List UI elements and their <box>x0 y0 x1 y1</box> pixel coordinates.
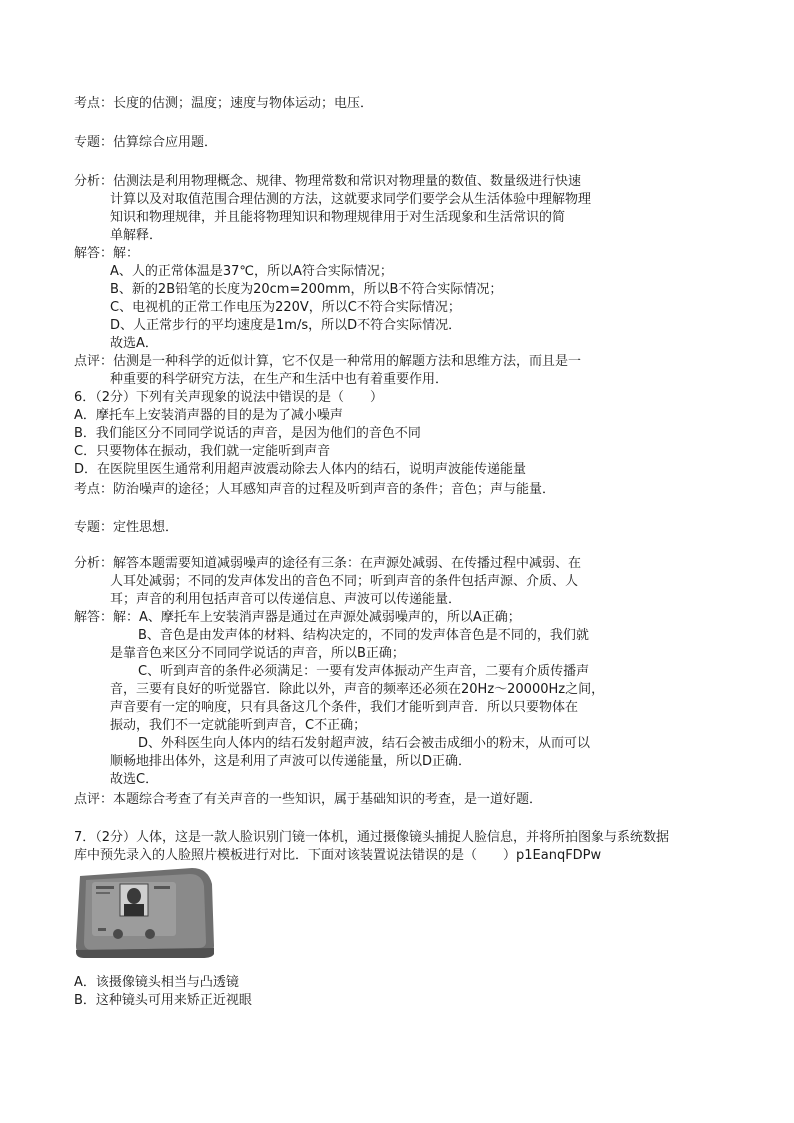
q5-fenxi-line: 知识和物理规律，并且能将物理知识和物理规律用于对生活现象和生活常识的简 <box>110 210 566 225</box>
q6-fenxi-line: 人耳处减弱；不同的发声体发出的音色不同；听到声音的条件包括声源、介质、人 <box>110 574 579 589</box>
q5-zhuanti: 专题：估算综合应用题． <box>74 135 218 150</box>
q6-jieda-line: D、外科医生向人体内的结石发射超声波，结石会被击成细小的粉末，从而可以 <box>138 736 591 751</box>
q6-jieda-line: 声音要有一定的响度，只有具备这几个条件，我们才能听到声音．所以只要物体在 <box>110 700 579 715</box>
q5-dianping-line: 种重要的科学研究方法，在生产和生活中也有着重要作用． <box>110 372 449 387</box>
q5-jieda-line: C、电视机的正常工作电压为220V，所以C不符合实际情况； <box>110 300 461 315</box>
q6-jieda-line: 是靠音色来区分不同同学说话的声音，所以B正确； <box>110 646 405 661</box>
q6-dianping: 点评：本题综合考查了有关声音的一些知识，属于基础知识的考查，是一道好题． <box>74 792 543 807</box>
q7-option-a: A．该摄像镜头相当与凸透镜 <box>74 975 239 990</box>
q5-jieda-line: 故选A． <box>110 336 158 351</box>
q6-zhuanti: 专题：定性思想． <box>74 520 179 535</box>
q6-stem: 6．（2分）下列有关声现象的说法中错误的是（ ） <box>74 390 384 405</box>
q5-jieda-line: D、人正常步行的平均速度是1m/s，所以D不符合实际情况． <box>110 318 462 333</box>
q5-fenxi-line: 分析：估测法是利用物理概念、规律、物理常数和常识对物理量的数值、数量级进行快速 <box>74 174 582 189</box>
q6-fenxi-line: 耳；声音的利用包括声音可以传递信息、声波可以传递能量． <box>110 592 462 607</box>
q6-jieda-line: 振动，我们不一定就能听到声音，C不正确； <box>110 718 367 733</box>
q6-jieda-line: 顺畅地排出体外，这是利用了声波可以传递能量，所以D正确． <box>110 754 472 769</box>
q5-kaodian: 考点：长度的估测；温度；速度与物体运动；电压． <box>74 96 374 111</box>
q6-jieda-line: 故选C． <box>110 772 159 787</box>
face-recognition-device-image <box>74 866 214 958</box>
q6-option-a: A．摩托车上安装消声器的目的是为了减小噪声 <box>74 408 343 423</box>
q6-jieda-line: 解答：解：A、摩托车上安装消声器是通过在声源处减弱噪声的，所以A正确； <box>74 610 521 625</box>
q5-dianping-line: 点评：估测是一种科学的近似计算，它不仅是一种常用的解题方法和思维方法，而且是一 <box>74 354 582 369</box>
q5-jieda-line: A、人的正常体温是37℃，所以A符合实际情况； <box>110 264 393 279</box>
q6-jieda-line: B、音色是由发声体的材料、结构决定的，不同的发声体音色是不同的，我们就 <box>138 628 589 643</box>
q6-kaodian: 考点：防治噪声的途径；人耳感知声音的过程及听到声音的条件；音色；声与能量． <box>74 482 556 497</box>
q6-jieda-line: 音，三要有良好的听觉器官．除此以外，声音的频率还必须在20Hz～20000Hz之间， <box>110 682 605 697</box>
q5-fenxi-line: 计算以及对取值范围合理估测的方法，这就要求同学们要学会从生活体验中理解物理 <box>110 192 592 207</box>
q6-fenxi-line: 分析：解答本题需要知道减弱噪声的途径有三条：在声源处减弱、在传播过程中减弱、在 <box>74 556 582 571</box>
q6-option-c: C．只要物体在振动，我们就一定能听到声音 <box>74 444 331 459</box>
q7-stem-line: 7．（2分）人体，这是一款人脸识别门镜一体机，通过摄像镜头捕捉人脸信息，并将所拍图象与系统数据 <box>74 830 670 845</box>
q6-jieda-line: C、听到声音的条件必须满足：一要有发声体振动产生声音，二要有介质传播声 <box>138 664 590 679</box>
q5-jieda-head: 解答：解： <box>74 246 140 261</box>
q7-option-b: B．这种镜头可用来矫正近视眼 <box>74 993 252 1008</box>
q5-jieda-line: B、新的2B铅笔的长度为20cm=200mm，所以B不符合实际情况； <box>110 282 503 297</box>
q5-fenxi-line: 单解释． <box>110 228 163 243</box>
q6-option-b: B．我们能区分不同同学说话的声音，是因为他们的音色不同 <box>74 426 421 441</box>
q7-stem-line: 库中预先录入的人脸照片模板进行对比．下面对该装置说法错误的是（ ）p1EanqFDPw <box>74 848 602 863</box>
q6-option-d: D．在医院里医生通常利用超声波震动除去人体内的结石，说明声波能传递能量 <box>74 462 527 477</box>
